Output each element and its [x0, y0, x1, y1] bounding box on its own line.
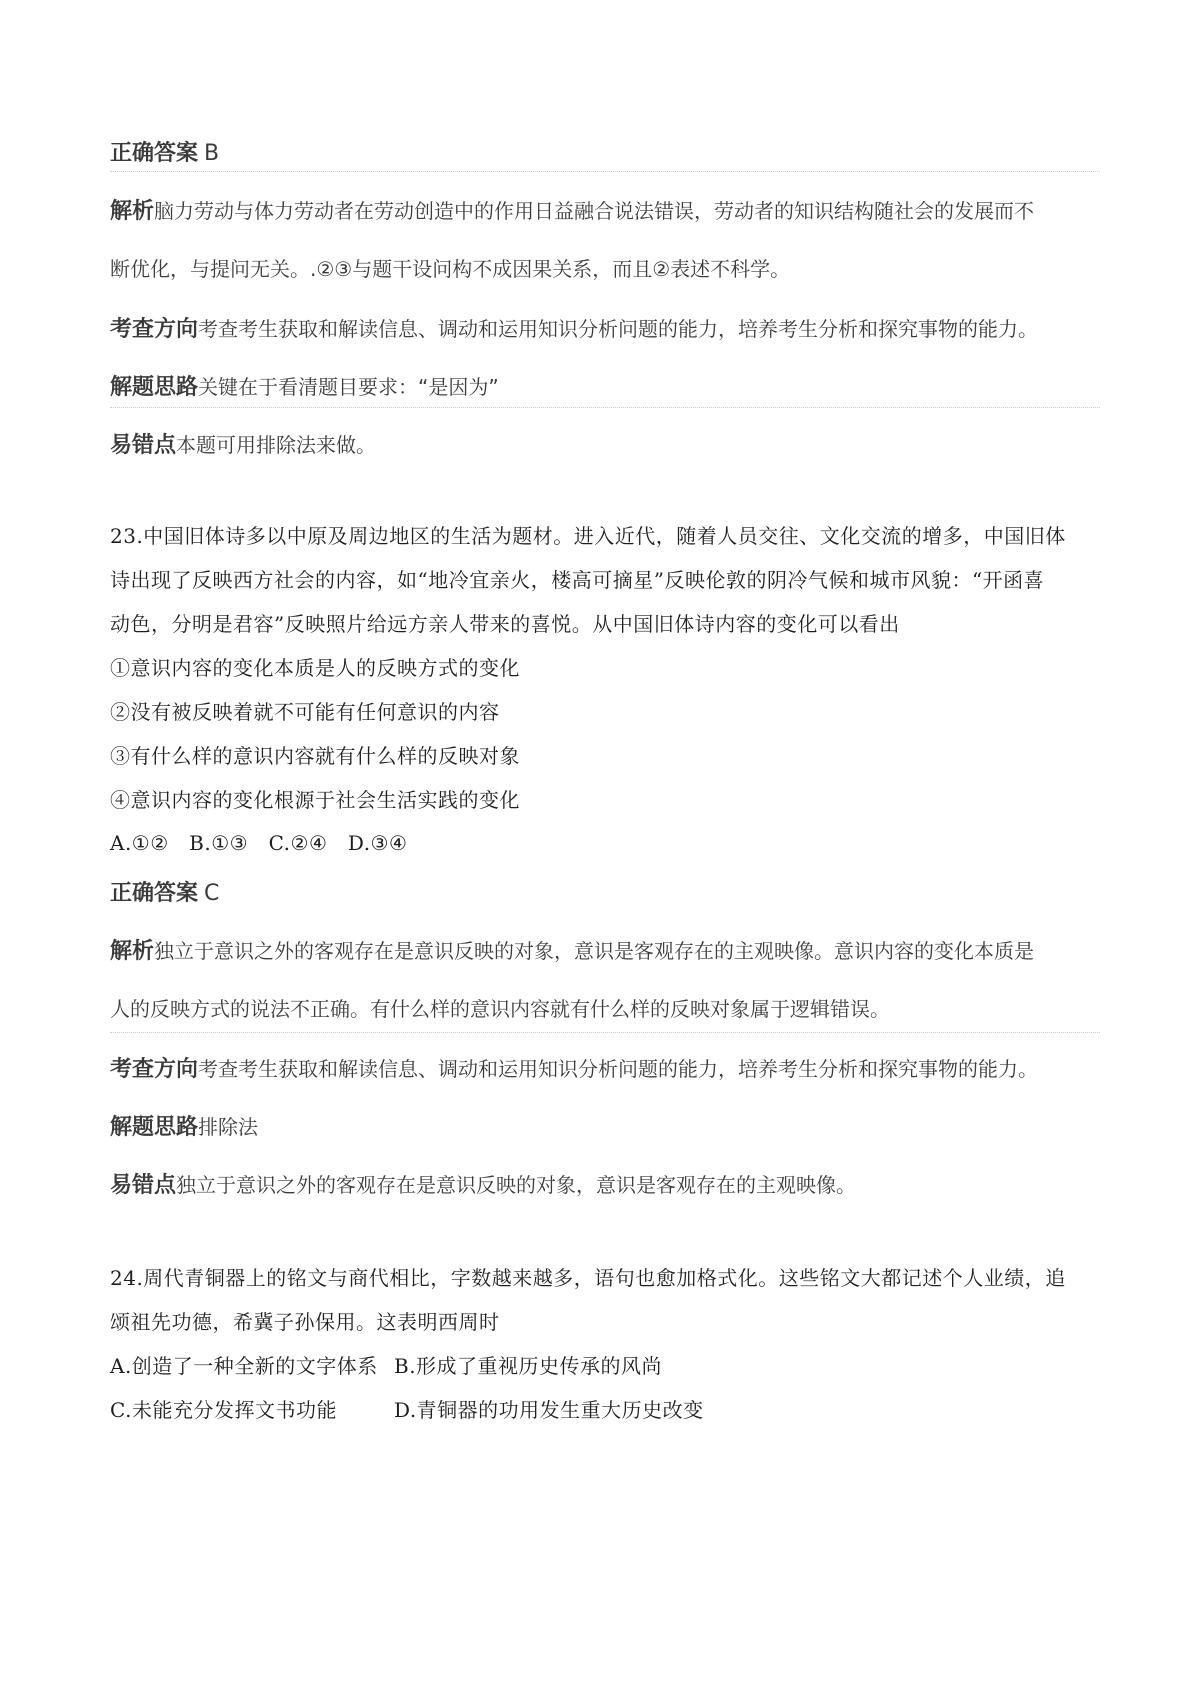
question-23-item-2: ②没有被反映着就不可能有任何意识的内容	[110, 700, 500, 724]
direction-text: 考查考生获取和解读信息、调动和运用知识分析问题的能力，培养考生分析和探究事物的能力。	[198, 317, 1039, 341]
option-c: C.未能充分发挥文书功能	[110, 1398, 337, 1422]
option-b: B.形成了重视历史传承的风尚	[394, 1354, 663, 1378]
analysis-text-cont: 断优化，与提问无关。.②③与题干设问构不成因果关系，而且②表述不科学。	[110, 257, 791, 281]
idea-label: 解题思路	[110, 1115, 199, 1140]
option-d: D.青铜器的功用发生重大历史改变	[394, 1398, 704, 1422]
divider	[110, 407, 1100, 408]
error-row-22	[110, 428, 1100, 459]
error-text: 本题可用排除法来做。	[176, 433, 377, 457]
answer-value: B	[204, 141, 220, 166]
analysis-text-cont: 人的反映方式的说法不正确。有什么样的意识内容就有什么样的反映对象属于逻辑错误。	[110, 997, 890, 1021]
idea-row-22	[110, 370, 1100, 401]
direction-label: 考查方向	[110, 1057, 199, 1082]
question-23-item-4: ④意识内容的变化根源于社会生活实践的变化	[110, 788, 520, 812]
question-23-item-1: ①意识内容的变化本质是人的反映方式的变化	[110, 656, 520, 680]
analysis-label: 解析	[110, 199, 155, 224]
analysis-row-22	[110, 194, 1100, 225]
answer-row-23	[110, 876, 1100, 907]
divider	[110, 1032, 1100, 1033]
question-23-stem-cont: 诗出现了反映西方社会的内容，如“地冷宜亲火，楼高可摘星”反映伦敦的阴冷气候和城市风貌：“开函喜	[110, 568, 1045, 592]
question-23-stem: 23.中国旧体诗多以中原及周边地区的生活为题材。进入近代，随着人员交往、文化交流的增多，中国旧体	[110, 524, 1066, 548]
analysis-row-23	[110, 934, 1100, 965]
idea-row-23	[110, 1110, 1100, 1141]
error-label: 易错点	[110, 433, 177, 458]
direction-text: 考查考生获取和解读信息、调动和运用知识分析问题的能力，培养考生分析和探究事物的能力。	[198, 1057, 1039, 1081]
question-24-options-row-2	[110, 1394, 1100, 1423]
option-a: A.创造了一种全新的文字体系	[110, 1354, 378, 1378]
direction-row-22	[110, 312, 1100, 343]
answer-value: C	[204, 881, 220, 906]
answer-label: 正确答案	[110, 881, 199, 906]
question-23-stem-cont: 动色，分明是君容”反映照片给远方亲人带来的喜悦。从中国旧体诗内容的变化可以看出	[110, 612, 900, 636]
answer-label: 正确答案	[110, 141, 199, 166]
answer-row-22	[110, 136, 1100, 167]
error-text: 独立于意识之外的客观存在是意识反映的对象，意识是客观存在的主观映像。	[176, 1173, 857, 1197]
question-24-options-row-1	[110, 1350, 1100, 1379]
analysis-text: 脑力劳动与体力劳动者在劳动创造中的作用日益融合说法错误，劳动者的知识结构随社会的发展而不	[154, 199, 1035, 223]
analysis-label: 解析	[110, 939, 155, 964]
error-label: 易错点	[110, 1173, 177, 1198]
question-24-stem-cont: 颂祖先功德，希冀子孙保用。这表明西周时	[110, 1310, 500, 1334]
direction-label: 考查方向	[110, 317, 199, 342]
idea-text: 关键在于看清题目要求：“是因为”	[198, 375, 499, 399]
question-24-stem: 24.周代青铜器上的铭文与商代相比，字数越来越多，语句也愈加格式化。这些铭文大都记述个人业绩，追	[110, 1266, 1066, 1290]
idea-text: 排除法	[198, 1115, 259, 1139]
divider	[110, 171, 1100, 172]
question-23-item-3: ③有什么样的意识内容就有什么样的反映对象	[110, 744, 520, 768]
question-23-options: A.①② B.①③ C.②④ D.③④	[110, 831, 408, 855]
analysis-text: 独立于意识之外的客观存在是意识反映的对象，意识是客观存在的主观映像。意识内容的变化本质是	[154, 939, 1035, 963]
direction-row-23	[110, 1052, 1100, 1083]
idea-label: 解题思路	[110, 375, 199, 400]
error-row-23	[110, 1168, 1100, 1199]
